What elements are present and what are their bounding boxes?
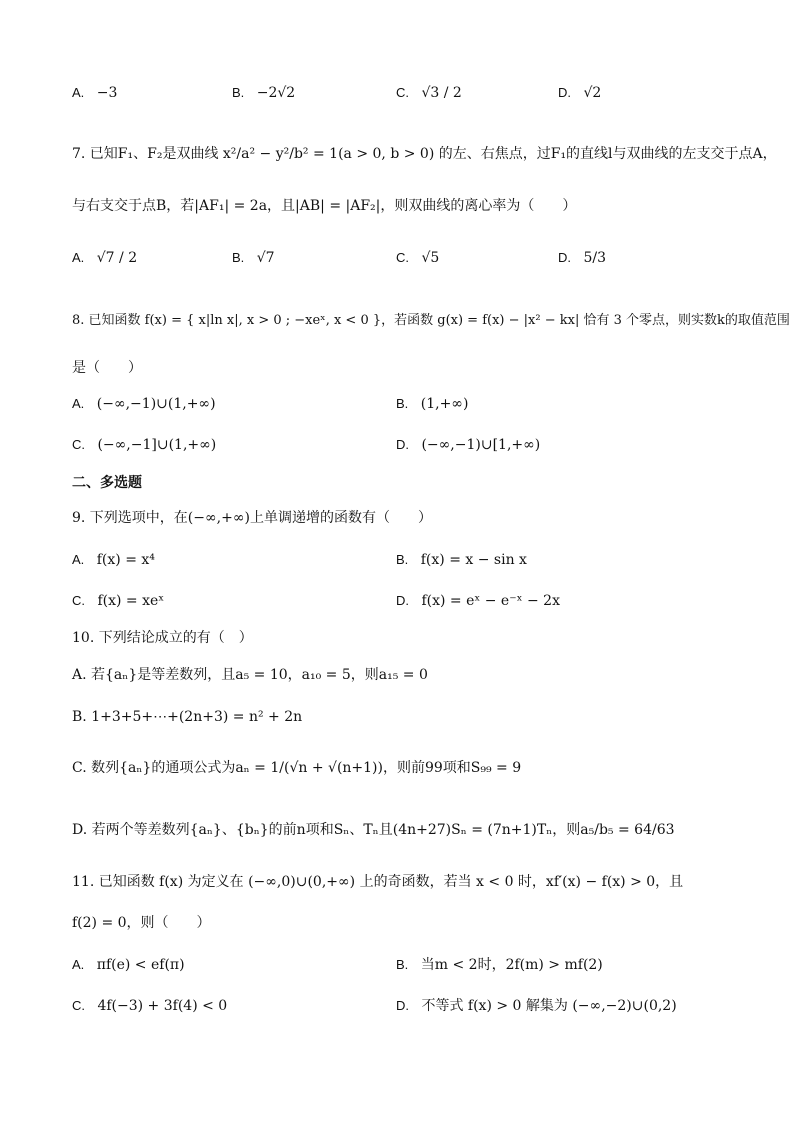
- q9-option-c: [72, 591, 164, 611]
- option-text: f(x) = x − sin x: [420, 552, 527, 568]
- q11-option-a: [72, 955, 185, 975]
- option-label: D.: [396, 593, 409, 608]
- q7-option-b: [232, 248, 275, 268]
- option-label: D.: [396, 998, 409, 1013]
- option-label: B.: [396, 957, 409, 972]
- option-label: A.: [72, 250, 85, 265]
- option-label: C.: [396, 250, 409, 265]
- option-label: D.: [396, 437, 409, 452]
- q10-option-a: A. 若{aₙ}是等差数列，且a₅ = 10，a₁₀ = 5，则a₁₅ = 0: [72, 667, 428, 683]
- option-text: √5: [421, 250, 440, 266]
- q9-stem: 9. 下列选项中，在(−∞,+∞)上单调递增的函数有（ ）: [72, 510, 432, 526]
- q9-option-d: [396, 591, 560, 611]
- q7-stem-line2: 与右支交于点B，若|AF₁| = 2a，且|AB| = |AF₂|，则双曲线的离心率为（ ）: [72, 198, 577, 214]
- q10-option-d: D. 若两个等差数列{aₙ}、{bₙ}的前n项和Sₙ、Tₙ且(4n+27)Sₙ = (7n+1)Tₙ，则a₅/b₅ = 64/63: [72, 822, 675, 838]
- q6-option-a: [72, 83, 117, 103]
- option-text: −3: [96, 85, 118, 101]
- option-text: (−∞,−1]∪(1,+∞): [97, 437, 217, 453]
- option-label: C.: [72, 593, 85, 608]
- option-text: (−∞,−1)∪(1,+∞): [96, 396, 216, 412]
- option-text: −2√2: [256, 85, 296, 101]
- q7-option-a: [72, 248, 137, 268]
- q11-option-d: [396, 996, 677, 1016]
- option-text: (1,+∞): [420, 396, 469, 412]
- option-label: A.: [72, 552, 85, 567]
- option-label: B.: [232, 85, 245, 100]
- q7-option-c: [396, 248, 439, 268]
- q8-option-a: [72, 394, 216, 414]
- option-label: A.: [72, 85, 85, 100]
- q11-option-c: [72, 996, 227, 1016]
- q6-option-b: [232, 83, 295, 103]
- q11-option-b: [396, 955, 603, 975]
- q8-stem-line1: 8. 已知函数 f(x) = { x|ln x|, x > 0 ; −xeˣ, x < 0 }，若函数 g(x) = f(x) − |x² − kx| 恰有 3 个零点，则实数k的取值范围: [72, 313, 790, 328]
- option-text: 当m < 2时，2f(m) > mf(2): [420, 957, 603, 973]
- option-label: D.: [558, 250, 571, 265]
- q8-option-d: [396, 435, 540, 455]
- q8-option-c: [72, 435, 216, 455]
- q10-option-b: B. 1+3+5+⋯+(2n+3) = n² + 2n: [72, 709, 303, 725]
- q10-stem: 10. 下列结论成立的有（ ）: [72, 630, 253, 646]
- q8-option-b: [396, 394, 468, 414]
- option-label: C.: [72, 998, 85, 1013]
- option-label: B.: [232, 250, 245, 265]
- q11-stem-line1: 11. 已知函数 f(x) 为定义在 (−∞,0)∪(0,+∞) 上的奇函数，若当 x < 0 时，xf′(x) − f(x) > 0，且: [72, 874, 684, 890]
- option-label: C.: [72, 437, 85, 452]
- option-label: A.: [72, 396, 85, 411]
- option-text: (−∞,−1)∪[1,+∞): [421, 437, 541, 453]
- option-label: A.: [72, 957, 85, 972]
- option-text: f(x) = xeˣ: [97, 593, 165, 609]
- q6-option-c: [396, 83, 462, 103]
- q7-stem-line1: 7. 已知F₁、F₂是双曲线 x²/a² − y²/b² = 1(a > 0, b > 0) 的左、右焦点，过F₁的直线l与双曲线的左支交于点A，: [72, 146, 777, 162]
- option-text: √3 / 2: [421, 85, 462, 101]
- q8-stem-line2: 是（ ）: [72, 360, 142, 376]
- option-text: f(x) = x⁴: [96, 552, 155, 568]
- option-text: √7: [256, 250, 275, 266]
- q10-option-c: C. 数列{aₙ}的通项公式为aₙ = 1/(√n + √(n+1))，则前99项和S₉₉ = 9: [72, 760, 522, 776]
- option-text: 不等式 f(x) > 0 解集为 (−∞,−2)∪(0,2): [421, 998, 677, 1014]
- option-label: B.: [396, 396, 409, 411]
- section-heading: 二、多选题: [72, 474, 142, 490]
- q9-option-b: [396, 550, 527, 570]
- option-text: πf(e) < ef(π): [96, 957, 185, 973]
- option-text: 5/3: [583, 250, 606, 266]
- q7-option-d: [558, 248, 606, 268]
- option-text: 4f(−3) + 3f(4) < 0: [97, 998, 228, 1014]
- option-label: B.: [396, 552, 409, 567]
- q9-option-a: [72, 550, 155, 570]
- option-label: C.: [396, 85, 409, 100]
- q11-stem-line2: f(2) = 0，则（ ）: [72, 915, 211, 931]
- option-label: D.: [558, 85, 571, 100]
- option-text: √2: [583, 85, 602, 101]
- option-text: √7 / 2: [96, 250, 138, 266]
- option-text: f(x) = eˣ − e⁻ˣ − 2x: [421, 593, 560, 609]
- q6-option-d: [558, 83, 601, 103]
